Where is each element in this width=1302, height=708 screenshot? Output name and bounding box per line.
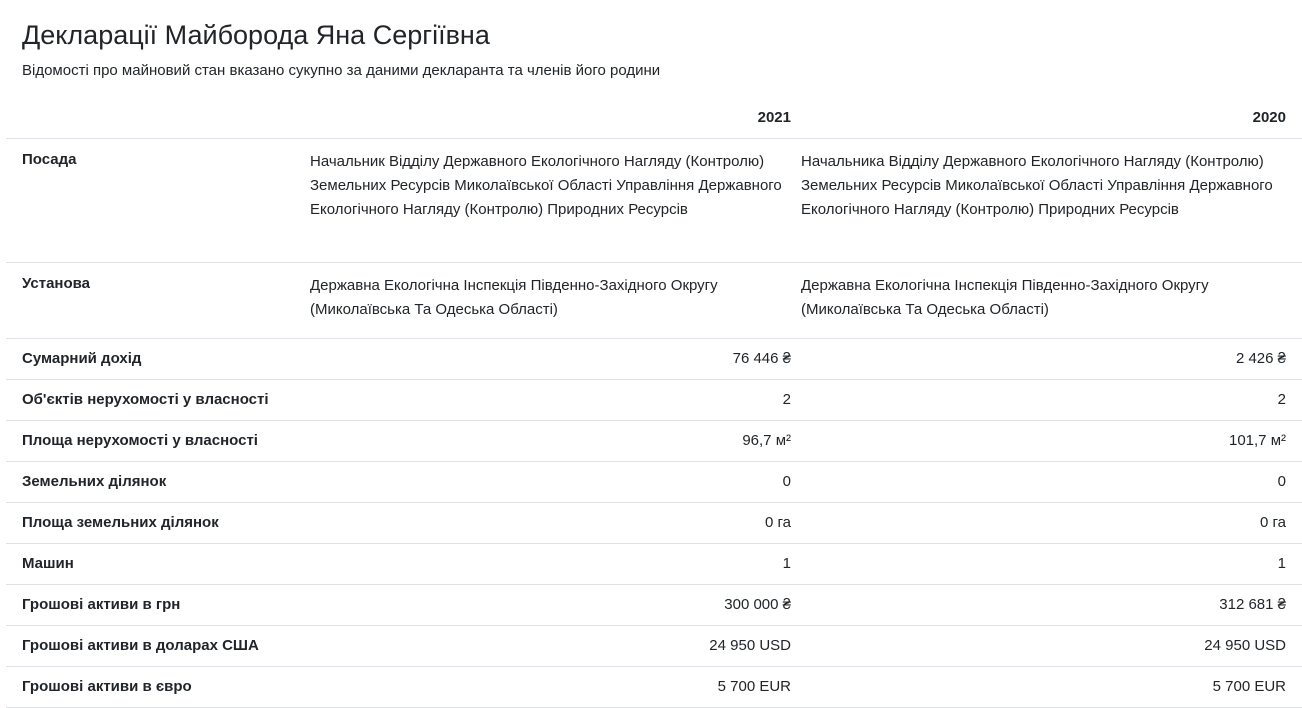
row-value-2021: Державна Екологічна Інспекція Південно-Західного Округу (Миколаївська Та Одеська Області) xyxy=(310,276,718,318)
table-row-posada xyxy=(6,138,1302,262)
row-value-2020: Начальника Відділу Державного Екологічного Нагляду (Контролю) Земельних Ресурсів Миколаївської Області Управління Державного Екологічного Нагляду (Контролю) Природних Ресурсів xyxy=(801,152,1273,218)
row-value-2020: 24 950 USD xyxy=(1204,636,1286,654)
row-value-2021: 0 xyxy=(782,472,791,490)
row-value-2021: 76 446 ₴ xyxy=(732,349,791,367)
row-value-2021: Начальник Відділу Державного Екологічного Нагляду (Контролю) Земельних Ресурсів Миколаївської Області Управління Державного Екологічного Нагляду (Контролю) Природних Ресурсів xyxy=(310,152,782,218)
row-value-2021: 2 xyxy=(782,390,791,408)
row-label: Грошові активи в євро xyxy=(22,677,192,695)
header-year-2021: 2021 xyxy=(308,98,801,138)
row-label: Установа xyxy=(22,274,91,292)
table-row-cash-eur xyxy=(6,666,1302,707)
declarations-table xyxy=(6,98,1302,708)
row-label: Грошові активи в доларах США xyxy=(22,636,259,654)
table-row-cash-usd xyxy=(6,625,1302,666)
header-label-column xyxy=(6,98,308,138)
row-value-2020: 1 xyxy=(1277,554,1286,572)
table-row-ustanova xyxy=(6,262,1302,338)
row-value-2021: 1 xyxy=(782,554,791,572)
row-value-2020: Державна Екологічна Інспекція Південно-Західного Округу (Миколаївська Та Одеська Області) xyxy=(801,276,1209,318)
row-value-2021: 300 000 ₴ xyxy=(724,595,791,613)
row-label: Площа нерухомості у власності xyxy=(22,431,258,449)
row-value-2020: 2 426 ₴ xyxy=(1235,349,1286,367)
row-value-2020: 0 га xyxy=(1260,513,1286,531)
table-row-land-plots xyxy=(6,461,1302,502)
row-label: Машин xyxy=(22,554,74,572)
row-label: Грошові активи в грн xyxy=(22,595,181,613)
table-row-total-income xyxy=(6,338,1302,379)
table-row-land-area xyxy=(6,502,1302,543)
row-value-2021: 96,7 м² xyxy=(742,431,791,449)
table-header-row xyxy=(6,98,1302,138)
row-value-2021: 24 950 USD xyxy=(709,636,791,654)
row-value-2020: 101,7 м² xyxy=(1228,431,1286,449)
row-label: Земельних ділянок xyxy=(22,472,167,490)
row-value-2020: 2 xyxy=(1277,390,1286,408)
table-row-real-estate-count xyxy=(6,379,1302,420)
row-value-2021: 0 га xyxy=(765,513,791,531)
row-value-2020: 5 700 EUR xyxy=(1212,677,1286,695)
page-title: Декларації Майборода Яна Сергіївна xyxy=(22,20,490,50)
row-label: Об'єктів нерухомості у власності xyxy=(22,390,269,408)
row-value-2021: 5 700 EUR xyxy=(717,677,791,695)
row-label: Сумарний дохід xyxy=(22,349,142,367)
table-row-cars xyxy=(6,543,1302,584)
row-value-2020: 0 xyxy=(1277,472,1286,490)
table-row-cash-uah xyxy=(6,584,1302,625)
row-label: Площа земельних ділянок xyxy=(22,513,219,531)
table-row-real-estate-area xyxy=(6,420,1302,461)
header-year-2020: 2020 xyxy=(801,98,1302,138)
row-label: Посада xyxy=(22,150,77,168)
page-subtitle: Відомості про майновий стан вказано сукупно за даними декларанта та членів його родини xyxy=(22,62,661,79)
row-value-2020: 312 681 ₴ xyxy=(1219,595,1286,613)
